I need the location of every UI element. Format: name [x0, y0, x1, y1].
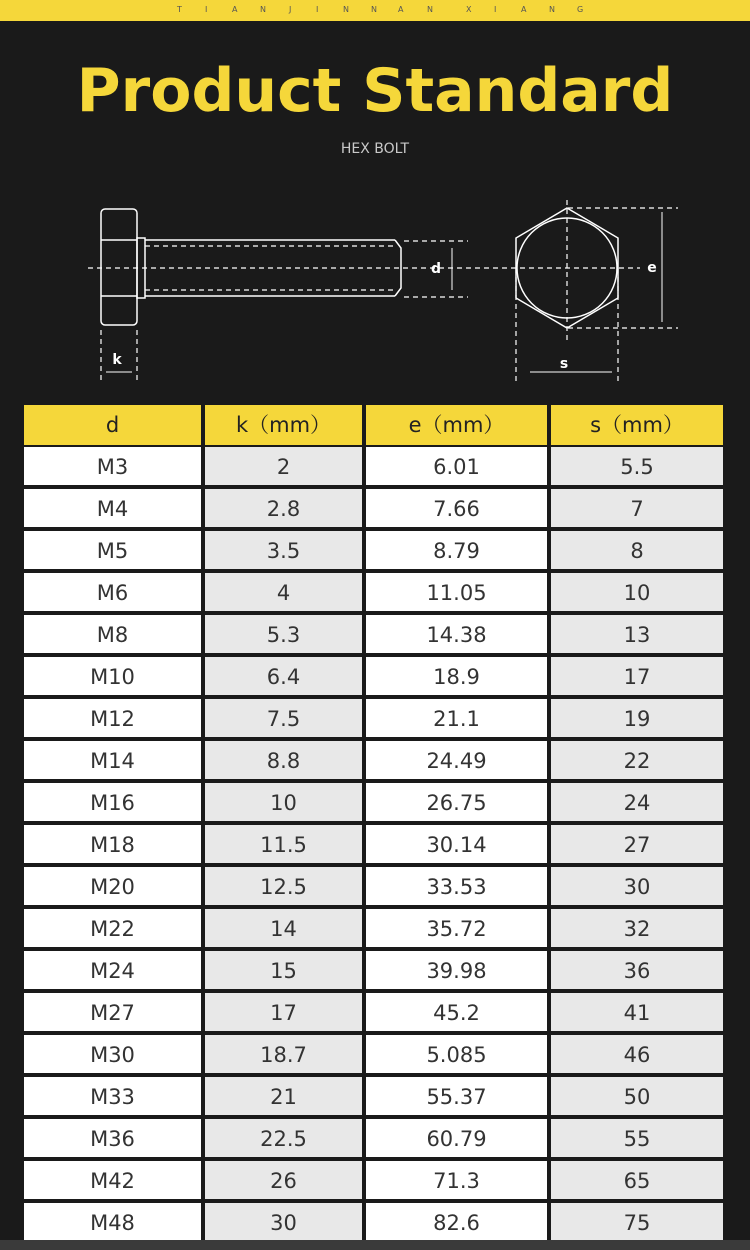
table-cell-e: 14.38: [366, 615, 547, 653]
table-cell-d: M3: [24, 447, 201, 485]
table-cell-d: M18: [24, 825, 201, 863]
label-s: s: [559, 356, 569, 372]
table-cell-s: 19: [551, 699, 723, 737]
table-cell-d: M22: [24, 909, 201, 947]
table-cell-d: M48: [24, 1203, 201, 1241]
table-header-row: [22, 405, 725, 447]
table-cell-e: 11.05: [366, 573, 547, 611]
table-cell-e: 18.9: [366, 657, 547, 695]
table-cell-k: 6.4: [205, 657, 362, 695]
spec-table: [22, 405, 725, 1245]
table-cell-e: 82.6: [366, 1203, 547, 1241]
table-row: [22, 657, 725, 699]
table-cell-e: 33.53: [366, 867, 547, 905]
table-cell-e: 55.37: [366, 1077, 547, 1115]
table-cell-s: 7: [551, 489, 723, 527]
table-row: [22, 951, 725, 993]
table-row: [22, 615, 725, 657]
table-cell-d: M5: [24, 531, 201, 569]
header-cell-e: e（mm）: [366, 405, 547, 445]
table-row: [22, 1203, 725, 1245]
table-cell-s: 65: [551, 1161, 723, 1199]
table-cell-d: M33: [24, 1077, 201, 1115]
table-row: [22, 783, 725, 825]
top-banner: [0, 0, 750, 21]
header-cell-d: d: [24, 405, 201, 445]
table-cell-k: 26: [205, 1161, 362, 1199]
table-row: [22, 1077, 725, 1119]
table-cell-s: 8: [551, 531, 723, 569]
banner-letter: A: [232, 5, 238, 14]
table-cell-k: 3.5: [205, 531, 362, 569]
table-cell-s: 17: [551, 657, 723, 695]
table-row: [22, 1161, 725, 1203]
table-cell-s: 50: [551, 1077, 723, 1115]
table-cell-e: 26.75: [366, 783, 547, 821]
table-row: [22, 1119, 725, 1161]
table-cell-d: M14: [24, 741, 201, 779]
header-cell-k: k（mm）: [205, 405, 362, 445]
table-cell-s: 41: [551, 993, 723, 1031]
table-cell-s: 10: [551, 573, 723, 611]
table-cell-e: 60.79: [366, 1119, 547, 1157]
table-row: [22, 825, 725, 867]
bolt-head-shape: [101, 209, 137, 325]
banner-letter: X: [466, 5, 472, 14]
table-cell-e: 71.3: [366, 1161, 547, 1199]
page-subtitle: HEX BOLT: [340, 141, 410, 157]
table-cell-e: 21.1: [366, 699, 547, 737]
table-row: [22, 993, 725, 1035]
table-cell-s: 32: [551, 909, 723, 947]
table-row: [22, 741, 725, 783]
banner-letter: A: [398, 5, 404, 14]
table-cell-e: 39.98: [366, 951, 547, 989]
table-row: [22, 1035, 725, 1077]
banner-letter: N: [427, 5, 433, 14]
table-cell-s: 27: [551, 825, 723, 863]
bottom-bar: [0, 1240, 750, 1250]
table-cell-d: M36: [24, 1119, 201, 1157]
table-cell-e: 45.2: [366, 993, 547, 1031]
table-cell-k: 10: [205, 783, 362, 821]
label-d: d: [430, 261, 442, 277]
banner-letter: G: [577, 5, 584, 14]
label-e: e: [647, 260, 657, 276]
table-cell-k: 14: [205, 909, 362, 947]
table-cell-e: 5.085: [366, 1035, 547, 1073]
table-cell-d: M27: [24, 993, 201, 1031]
banner-letter: N: [371, 5, 377, 14]
table-row: [22, 699, 725, 741]
table-cell-s: 13: [551, 615, 723, 653]
table-cell-k: 30: [205, 1203, 362, 1241]
table-cell-k: 11.5: [205, 825, 362, 863]
banner-letter: A: [521, 5, 527, 14]
table-cell-k: 2.8: [205, 489, 362, 527]
banner-letter: I: [316, 5, 319, 14]
table-cell-d: M4: [24, 489, 201, 527]
table-cell-e: 35.72: [366, 909, 547, 947]
table-cell-d: M12: [24, 699, 201, 737]
table-cell-k: 12.5: [205, 867, 362, 905]
table-cell-k: 8.8: [205, 741, 362, 779]
table-cell-e: 24.49: [366, 741, 547, 779]
table-cell-s: 30: [551, 867, 723, 905]
table-row: [22, 447, 725, 489]
table-row: [22, 531, 725, 573]
banner-letter: N: [549, 5, 555, 14]
banner-letter: T: [177, 5, 182, 14]
table-cell-k: 2: [205, 447, 362, 485]
table-cell-s: 36: [551, 951, 723, 989]
table-cell-d: M30: [24, 1035, 201, 1073]
table-cell-d: M24: [24, 951, 201, 989]
table-cell-k: 22.5: [205, 1119, 362, 1157]
table-cell-s: 46: [551, 1035, 723, 1073]
table-cell-k: 5.3: [205, 615, 362, 653]
table-cell-d: M8: [24, 615, 201, 653]
table-cell-d: M16: [24, 783, 201, 821]
table-row: [22, 909, 725, 951]
table-cell-e: 8.79: [366, 531, 547, 569]
table-cell-k: 21: [205, 1077, 362, 1115]
table-cell-s: 5.5: [551, 447, 723, 485]
table-cell-s: 22: [551, 741, 723, 779]
banner-letter: N: [260, 5, 266, 14]
banner-letter: I: [205, 5, 208, 14]
table-cell-k: 4: [205, 573, 362, 611]
banner-letter: N: [343, 5, 349, 14]
table-row: [22, 573, 725, 615]
table-row: [22, 489, 725, 531]
table-cell-d: M10: [24, 657, 201, 695]
page-title: Product Standard: [76, 56, 674, 126]
table-cell-s: 24: [551, 783, 723, 821]
banner-letter: J: [289, 5, 292, 14]
banner-letter: I: [494, 5, 497, 14]
table-cell-d: M42: [24, 1161, 201, 1199]
hex-bolt-diagram: [0, 190, 750, 390]
table-cell-k: 7.5: [205, 699, 362, 737]
table-cell-d: M6: [24, 573, 201, 611]
table-cell-d: M20: [24, 867, 201, 905]
table-cell-e: 7.66: [366, 489, 547, 527]
table-row: [22, 867, 725, 909]
table-cell-s: 75: [551, 1203, 723, 1241]
table-cell-k: 18.7: [205, 1035, 362, 1073]
table-cell-e: 30.14: [366, 825, 547, 863]
table-cell-k: 17: [205, 993, 362, 1031]
table-cell-k: 15: [205, 951, 362, 989]
table-cell-s: 55: [551, 1119, 723, 1157]
header-cell-s: s（mm）: [551, 405, 723, 445]
label-k: k: [112, 352, 122, 368]
table-cell-e: 6.01: [366, 447, 547, 485]
